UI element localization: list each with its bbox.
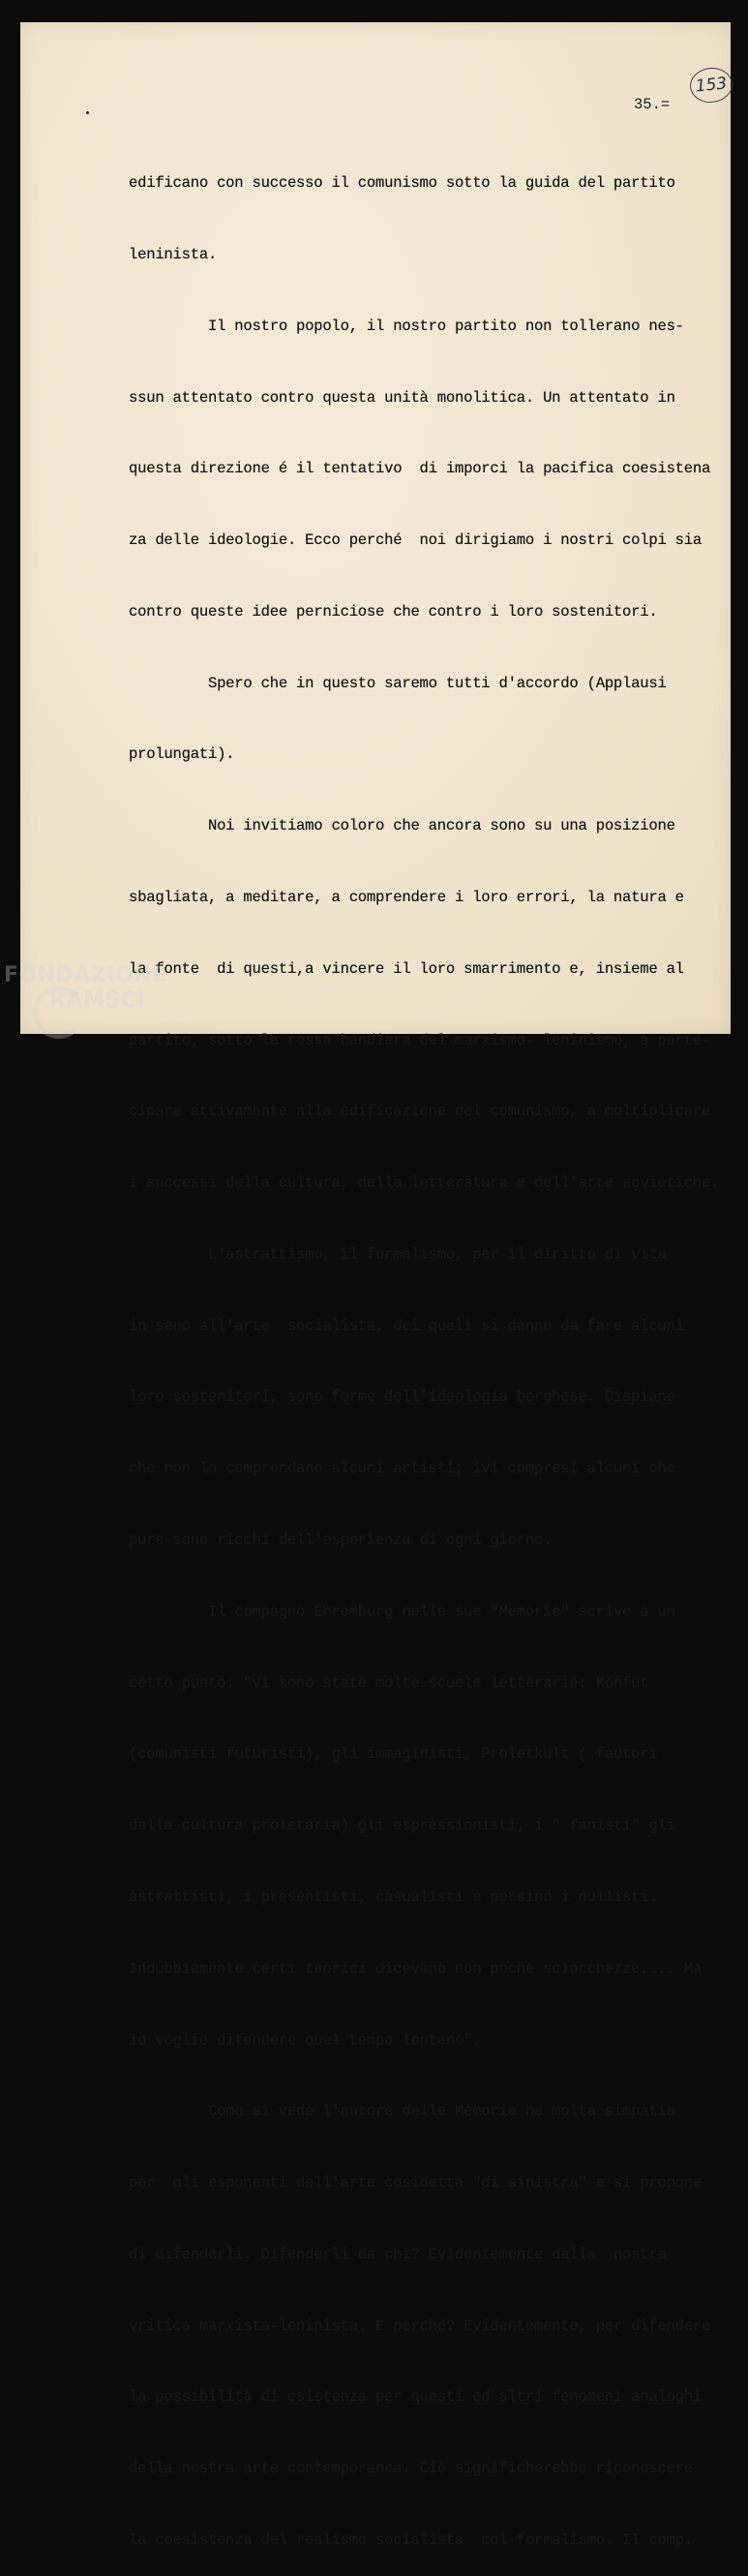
text-line: in seno all'arte socialista, dei quali si danno da fare alcuni: [129, 1317, 684, 1335]
text-line: della nostra arte contemporanea. Ciò significherebbe riconoscere: [129, 2460, 693, 2478]
text-line: sbagliata, a meditare, a comprendere i loro errori, la natura e: [129, 889, 684, 906]
text-line: Il compagno Ehremburg nelle sue "Memorie" scrive a un: [129, 1602, 675, 1621]
text-line: Il nostro popolo, il nostro partito non tollerano nes-: [129, 317, 684, 335]
text-line: za delle ideologie. Ecco perché noi dirigiamo i nostri colpi sia: [129, 531, 703, 550]
text-line: cetto punto: "Vi sono state molte scuole letterarie: Konfut: [129, 1674, 649, 1692]
watermark-line-2: RAMSCI: [49, 988, 146, 1013]
text-line: (comunisti futuristi), gli immaginisti, Proletkult ( fautori: [129, 1745, 658, 1764]
text-line: la coesistenza del realismo socialista col formalismo. Il comp.: [129, 2531, 693, 2549]
text-line: la fonte di questi,a vincere il loro smarrimento e, insieme al: [129, 959, 684, 978]
text-line: L'astrattismo, il formalismo, per il diritto di vita: [129, 1245, 667, 1263]
text-line: Come si vede l'autore delle Memorie ha molta simpatia: [129, 2103, 675, 2121]
text-line: io voglio difendere quel tempo lontano".: [129, 2031, 482, 2049]
ink-speck: [86, 111, 89, 114]
text-line: ssun attentato contro questa unità monolitica. Un attentato in: [129, 388, 675, 407]
text-line: per gli esponenti dell'arte cosidetta "di sinistra" e si propone: [129, 2174, 703, 2193]
typewritten-body: [129, 124, 720, 2576]
text-line: Noi invitiamo coloro che ancora sono su una posizione: [129, 817, 675, 835]
watermark-line-1: FONDAZIONE: [4, 963, 167, 987]
text-line: i successi della cultura, della letteratura e dell'arte sovietiche.: [129, 1174, 720, 1193]
text-line: leninista.: [129, 245, 218, 263]
fondazione-gramsci-watermark: [4, 963, 187, 1029]
text-line: astrattisti, i presentisti, casualisti e persino i nullisti.: [129, 1888, 658, 1906]
text-line: loro sostenitori, sono forme dell'ideologia borghese. Dispiane: [129, 1388, 675, 1407]
watermark-line-3: onlus: [161, 1019, 187, 1029]
text-line: che non lo comprendano alcuni artisti; ivi compresi alcuni che: [129, 1460, 675, 1478]
watermark-g-logo-icon: [33, 986, 85, 1039]
text-line: edificano con successo il comunismo sotto la guida del partito: [129, 174, 675, 193]
text-line: prolungati).: [129, 745, 235, 764]
text-line: vritica marxista-leninista. E perché? Evidentemente, per difendere: [129, 2317, 711, 2335]
archive-number-stamp: 153: [688, 66, 734, 105]
text-line: partito, sotto la rossa bandiera del marxismo- leninismo, a parte-: [129, 1031, 711, 1049]
text-line: della cultura proletaria) gli espressionisti, i " fanisti" gli: [129, 1817, 675, 1835]
text-line: cipare attivamente alla edificazione del comunismo, a moltiplicare: [129, 1103, 711, 1121]
text-line: contro queste idee perniciose che contro i loro sostenitori.: [129, 602, 658, 621]
text-line: pure sono ricchi dell'esperienza di ogni giorno.: [129, 1531, 553, 1550]
text-line: Indubbiamente certi teorici dicevano non poche sciocchezze.... Ma: [129, 1959, 703, 1978]
text-line: Spero che in questo saremo tutti d'accordo (Applausi: [129, 674, 667, 692]
text-line: la possibilità di esistenza per questi ed altri fenomeni analoghi: [129, 2388, 703, 2407]
text-line: di difenderli. Difenderli da chi? Evidentemente dalla nostra: [129, 2245, 667, 2263]
page-number: 35.=: [634, 96, 671, 113]
text-line: questa direzione é il tentativo di imporci la pacifica coesistena: [129, 460, 711, 478]
